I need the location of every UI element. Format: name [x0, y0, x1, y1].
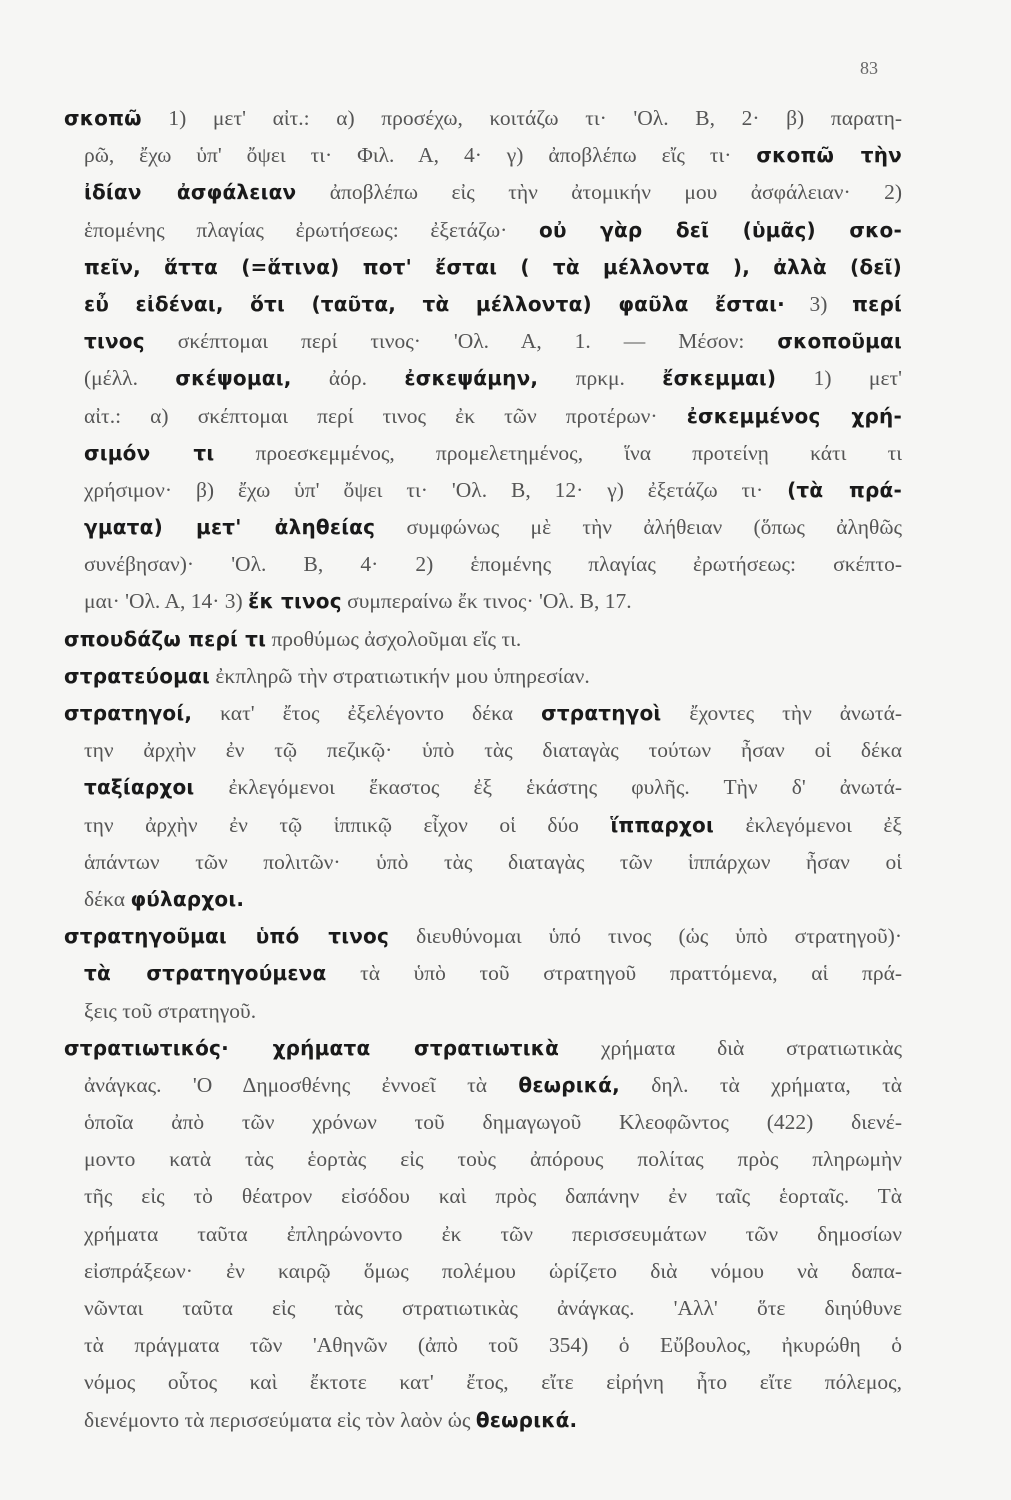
headword-text: ἐσκεμμένος χρή-: [686, 403, 902, 428]
headword-text: τινος: [84, 329, 145, 354]
text-line: [64, 1216, 902, 1253]
definition-text: χρήματα ταῦτα ἐπληρώνοντο ἐκ τῶν περισσευμάτων τῶν δημοσίων: [84, 1221, 902, 1246]
headword-text: γματα) μετ' ἀληθείας: [84, 515, 376, 540]
definition-text: 3): [784, 291, 853, 316]
definition-text: δέκα: [84, 886, 131, 911]
definition-text: ἁπάντων τῶν πολιτῶν· ὑπὸ τὰς διαταγὰς τῶν ἱππάρχων ἦσαν οἱ: [84, 849, 902, 874]
text-line: [64, 1178, 902, 1215]
text-line: [64, 1141, 902, 1178]
headword-text: θεωρικά.: [475, 1407, 578, 1432]
headword-text: ταξίαρχοι: [84, 775, 195, 800]
definition-text: δηλ. τὰ χρήματα, τὰ: [619, 1072, 902, 1097]
headword-text: ἵππαρχοι: [610, 812, 714, 837]
text-line: [64, 583, 902, 620]
headword-text: σκέψομαι,: [175, 366, 292, 391]
definition-text: εἰσπράξεων· ἐν καιρῷ ὅμως πολέμου ὡρίζετο διὰ νόμου νὰ δαπα-: [84, 1258, 902, 1283]
text-line: [64, 1067, 902, 1104]
text-line: [64, 398, 902, 435]
definition-text: διενέμοντο τὰ περισσεύματα εἰς τὸν λαὸν ὡς: [84, 1407, 476, 1432]
definition-text: τῆς εἰς τὸ θέατρον εἰσόδου καὶ πρὸς δαπάνην ἐν ταῖς ἑορταῖς. Τὰ: [84, 1184, 902, 1209]
definition-text: συμπεραίνω ἔκ τινος· 'Ολ. Β, 17.: [341, 589, 632, 614]
text-line: [64, 1253, 902, 1290]
headword-text: στρατεύομαι: [64, 663, 210, 688]
definition-text: (μέλλ.: [84, 366, 176, 391]
headword-text: σιμόν τι: [84, 440, 215, 465]
text-line: [64, 955, 902, 992]
text-line: [64, 621, 902, 658]
definition-text: χρήσιμον· β) ἔχω ὑπ' ὄψει τι· 'Ολ. Β, 12· γ) ἐξετάζω τι·: [84, 477, 788, 502]
headword-text: σκοπῶ: [64, 106, 142, 130]
text-line: [64, 323, 902, 360]
text-line: [64, 1364, 902, 1401]
text-line: [64, 249, 902, 286]
definition-text: κατ' ἔτος ἐξελέγοντο δέκα: [192, 701, 542, 725]
definition-text: ἔχοντες τὴν ἀνωτά-: [661, 701, 902, 725]
definition-text: χρήματα διὰ στρατιωτικὰς: [559, 1035, 902, 1060]
text-line: [64, 509, 902, 546]
text-line: [64, 1290, 902, 1327]
headword-text: στρατιωτικός· χρήματα στρατιωτικὰ: [64, 1035, 560, 1060]
definition-text: ἐκλεγόμενοι ἐξ: [713, 812, 902, 837]
definition-text: ἀποβλέπω εἰς τὴν ἀτομικήν μου ἀσφάλειαν· 2): [296, 180, 902, 205]
headword-text: ἰδίαν ἀσφάλειαν: [84, 180, 297, 205]
definition-text: αἰτ.: α) σκέπτομαι περί τινος ἐκ τῶν προτέρων·: [84, 403, 687, 428]
text-line: [64, 137, 902, 174]
definition-text: πρκμ.: [538, 366, 663, 391]
definition-text: σκέπτομαι περί τινος· 'Ολ. Α, 1. — Μέσον:: [144, 329, 778, 354]
headword-text: περί: [852, 291, 902, 316]
text-line: [64, 769, 902, 806]
headword-text: στρατηγοί,: [64, 701, 193, 725]
definition-text: ἐκλεγόμενοι ἕκαστος ἐξ ἑκάστης φυλῆς. Τὴν δ' ἀνωτά-: [194, 775, 902, 800]
headword-text: οὐ γὰρ δεῖ (ὑμᾶς) σκο-: [539, 217, 902, 242]
definition-text: 1) μετ' αἰτ.: α) προσέχω, κοιτάζω τι· 'Ολ. Β, 2· β) παρατη-: [141, 106, 902, 130]
text-line: [64, 546, 902, 583]
text-line: [64, 844, 902, 881]
headword-text: στρατηγοῦμαι ὑπό τινος: [64, 924, 390, 949]
definition-text: την ἀρχὴν ἐν τῷ πεζικῷ· ὑπὸ τὰς διαταγὰς τούτων ἦσαν οἱ δέκα: [84, 738, 902, 763]
headword-text: ἐσκεψάμην,: [404, 366, 539, 391]
text-line: [64, 100, 902, 137]
headword-text: σπουδάζω περί τι: [64, 626, 267, 651]
definition-text: ρῶ, ἔχω ὑπ' ὄψει τι· Φιλ. Α, 4· γ) ἀποβλέπω εἴς τι·: [84, 143, 757, 168]
definition-text: προεσκεμμένος, προμελετημένος, ἵνα προτείνῃ κάτι τι: [214, 440, 902, 465]
headword-text: (τὰ πρά-: [787, 477, 902, 502]
definition-text: τὰ πράγματα τῶν 'Αθηνῶν (ἀπὸ τοῦ 354) ὁ Εὔβουλος, ἠκυρώθη ὁ: [84, 1333, 902, 1358]
definition-text: διευθύνομαι ὑπό τινος (ὡς ὑπὸ στρατηγοῦ)·: [389, 924, 902, 949]
text-line: [64, 918, 902, 955]
headword-text: πεῖν, ἅττα (=ἅτινα) ποτ' ἔσται ( τὰ μέλλοντα ), ἀλλὰ (δεῖ): [84, 254, 902, 279]
definition-text: προθύμως ἀσχολοῦμαι εἴς τι.: [266, 626, 522, 651]
text-line: [64, 658, 902, 695]
text-line: [64, 807, 902, 844]
definition-text: νῶνται ταῦτα εἰς τὰς στρατιωτικὰς ἀνάγκας. 'Αλλ' ὅτε διηύθυνε: [84, 1296, 902, 1320]
headword-text: ἔσκεμμαι): [662, 366, 777, 391]
headword-text: θεωρικά,: [518, 1072, 620, 1097]
headword-text: σκοπῶ τὴν: [756, 143, 902, 168]
text-line: [64, 881, 902, 918]
headword-text: σκοποῦμαι: [777, 329, 902, 354]
definition-text: ἐκπληρῶ τὴν στρατιωτικήν μου ὑπηρεσίαν.: [210, 663, 590, 688]
text-line: [64, 1327, 902, 1364]
definition-text: μαι· 'Ολ. Α, 14· 3): [84, 589, 249, 614]
definition-text: συνέβησαν)· 'Ολ. Β, 4· 2) ἑπομένης πλαγίας ἐρωτήσεως: σκέπτο-: [84, 552, 902, 577]
page-number: 83: [860, 58, 878, 78]
definition-text: ἀόρ.: [291, 366, 405, 391]
definition-text: ὁποῖα ἀπὸ τῶν χρόνων τοῦ δημαγωγοῦ Κλεοφῶντος (422) διενέ-: [84, 1110, 902, 1135]
definition-text: ἑπομένης πλαγίας ἐρωτήσεως: ἐξετάζω·: [84, 217, 540, 242]
text-line: [64, 1030, 902, 1067]
text-line: [64, 472, 902, 509]
text-line: [64, 435, 902, 472]
text-line: [64, 993, 902, 1030]
definition-text: 1) μετ': [776, 366, 902, 391]
definition-text: την ἀρχὴν ἐν τῷ ἱππικῷ εἶχον οἱ δύο: [84, 812, 611, 837]
text-line: [64, 695, 902, 732]
text-line: [64, 212, 902, 249]
headword-text: στρατηγοὶ: [541, 701, 662, 725]
text-line: [64, 286, 902, 323]
text-line: [64, 1104, 902, 1141]
definition-text: ξεις τοῦ στρατηγοῦ.: [84, 998, 257, 1023]
text-line: [64, 732, 902, 769]
headword-text: ἔκ τινος: [248, 589, 342, 614]
headword-text: εὖ εἰδέναι, ὅτι (ταῦτα, τὰ μέλλοντα) φαῦλα ἔσται·: [84, 291, 785, 316]
dictionary-text-body: [64, 100, 902, 1439]
headword-text: τὰ στρατηγούμενα: [84, 961, 327, 986]
text-line: [64, 1402, 902, 1439]
definition-text: συμφώνως μὲ τὴν ἀλήθειαν (ὅπως ἀληθῶς: [375, 515, 902, 540]
text-line: [64, 360, 902, 397]
headword-text: φύλαρχοι.: [130, 886, 245, 911]
definition-text: μοντο κατὰ τὰς ἑορτὰς εἰς τοὺς ἀπόρους πολίτας πρὸς πληρωμὴν: [84, 1147, 902, 1172]
definition-text: ἀνάγκας. 'Ο Δημοσθένης ἐννοεῖ τὰ: [84, 1072, 519, 1097]
definition-text: νόμος οὗτος καὶ ἔκτοτε κατ' ἔτος, εἴτε εἰρήνη ἦτο εἴτε πόλεμος,: [84, 1370, 902, 1395]
text-line: [64, 174, 902, 211]
definition-text: τὰ ὑπὸ τοῦ στρατηγοῦ πραττόμενα, αἱ πρά-: [326, 961, 902, 986]
